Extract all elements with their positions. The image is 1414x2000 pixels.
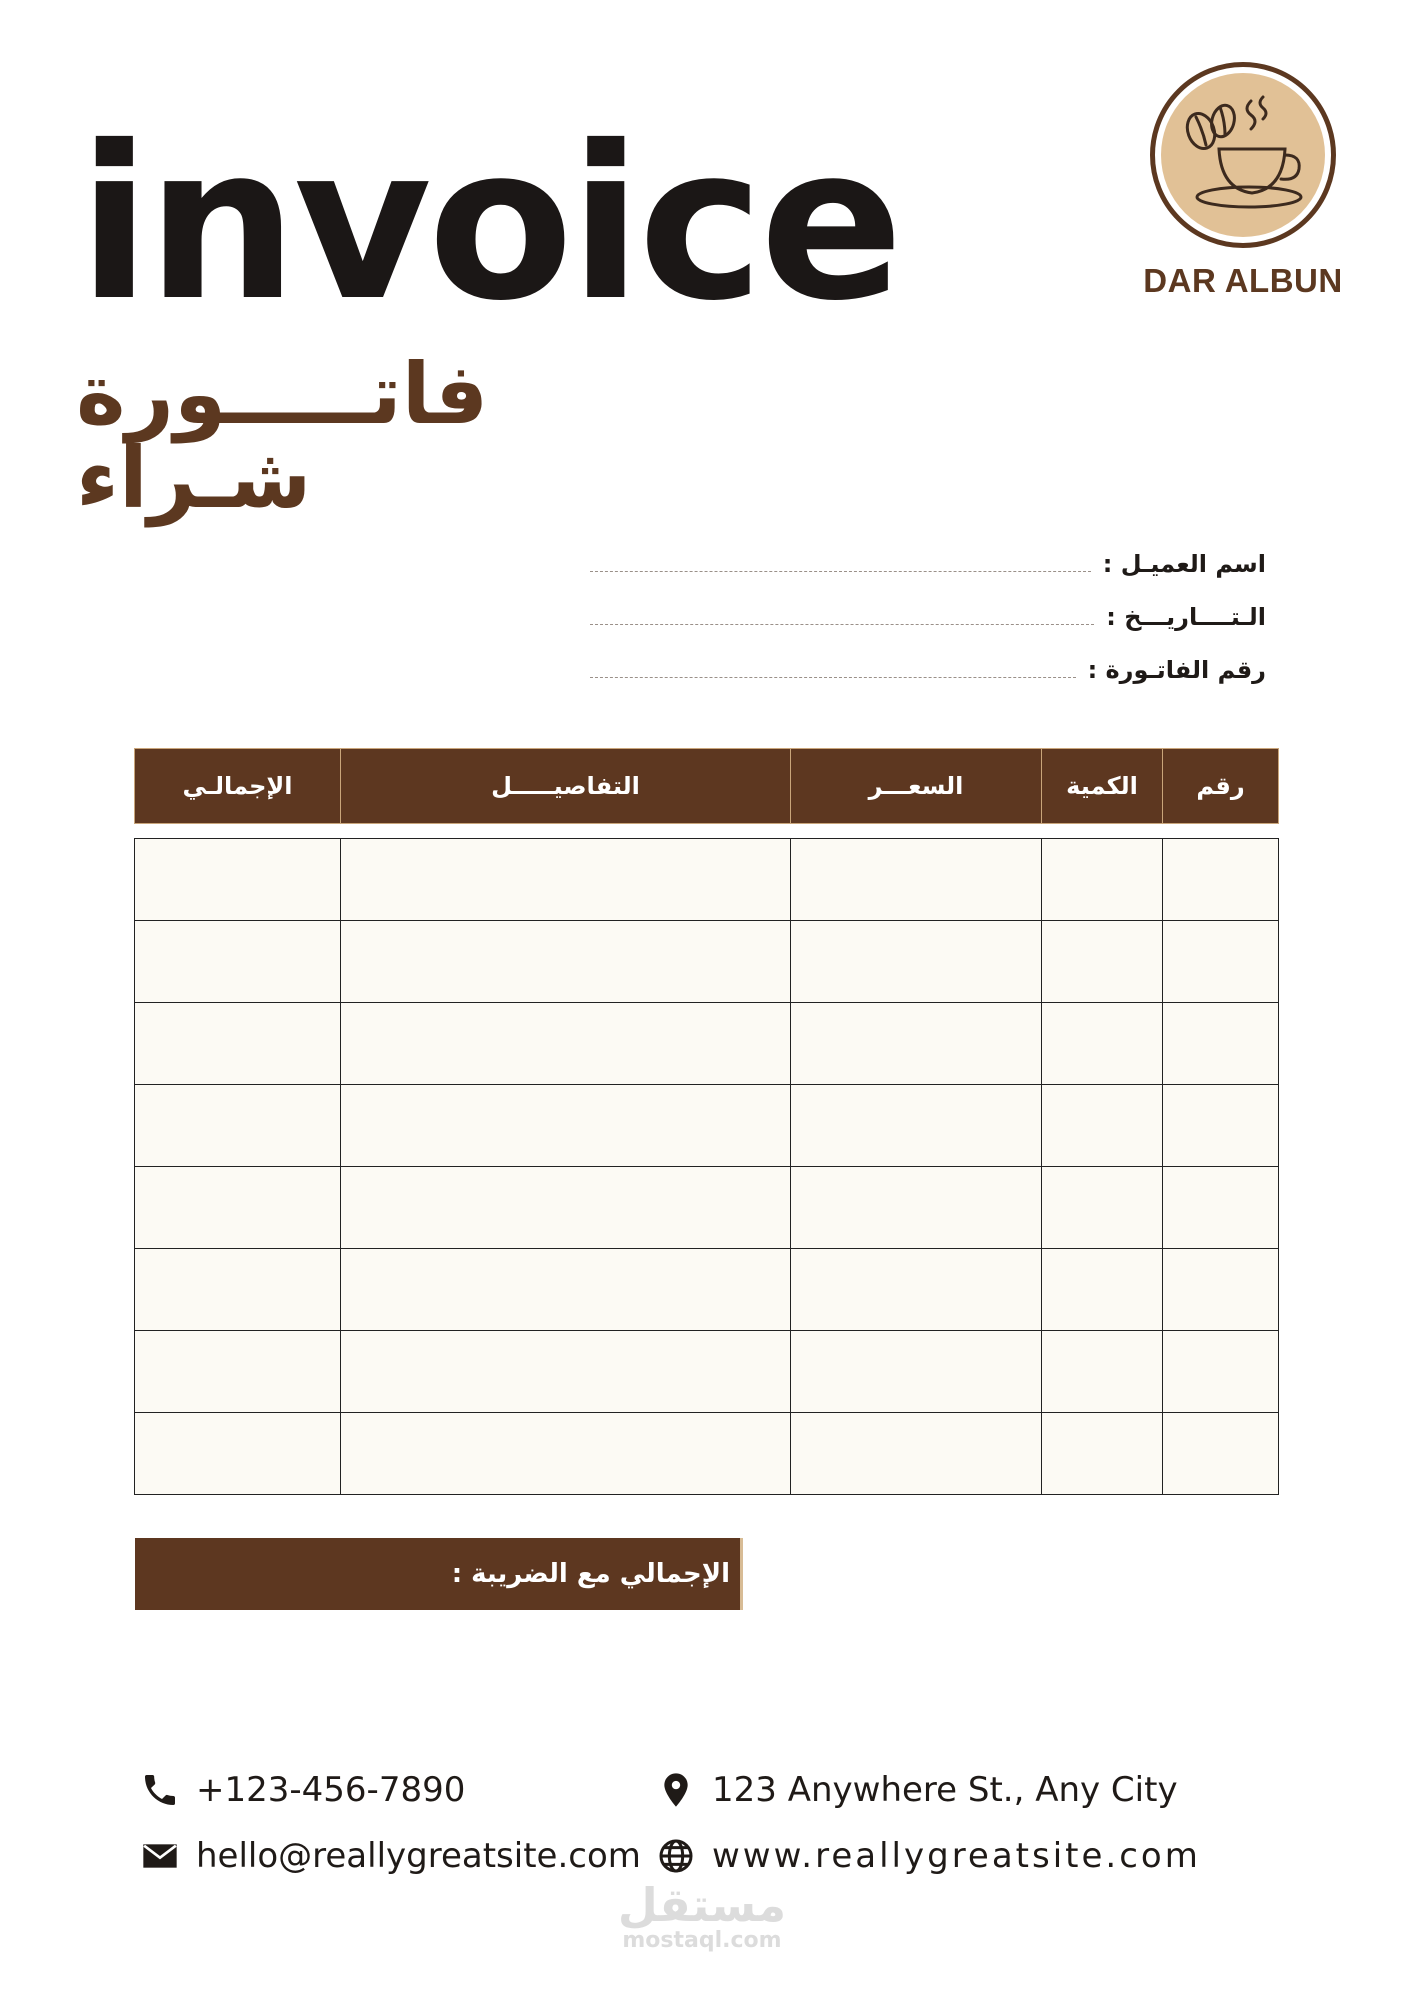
website-contact xyxy=(656,1836,1201,1876)
table-cell[interactable] xyxy=(1163,1331,1279,1413)
table-row xyxy=(135,839,1279,921)
table-cell[interactable] xyxy=(1163,839,1279,921)
email-contact xyxy=(140,1836,641,1876)
table-row xyxy=(135,1085,1279,1167)
invoice-subtitle-arabic: فاتـــــورة شـراء xyxy=(76,345,489,527)
table-cell[interactable] xyxy=(791,1413,1042,1495)
table-cell[interactable] xyxy=(341,1249,791,1331)
website-url[interactable]: www.reallygreatsite.com xyxy=(712,1836,1201,1876)
brand-name: DAR ALBUN xyxy=(1143,262,1343,299)
table-cell[interactable] xyxy=(135,1249,341,1331)
table-cell[interactable] xyxy=(791,921,1042,1003)
customer-name-field[interactable] xyxy=(590,542,1266,578)
table-header-row xyxy=(135,749,1279,824)
street-address: 123 Anywhere St., Any City xyxy=(712,1770,1178,1810)
phone-icon xyxy=(140,1770,180,1810)
header-price: السعـــر xyxy=(791,749,1042,824)
table-cell[interactable] xyxy=(135,1167,341,1249)
address-contact xyxy=(656,1770,1178,1810)
header-details: التفاصيـــــل xyxy=(341,749,791,824)
invoice-title: invoice xyxy=(78,100,900,347)
table-cell[interactable] xyxy=(341,1003,791,1085)
table-cell[interactable] xyxy=(341,1085,791,1167)
table-row xyxy=(135,1167,1279,1249)
date-line[interactable] xyxy=(590,624,1094,625)
table-cell[interactable] xyxy=(1163,921,1279,1003)
table-cell[interactable] xyxy=(791,1003,1042,1085)
table-cell[interactable] xyxy=(135,1085,341,1167)
date-label: الـتــــاريـــخ : xyxy=(1106,603,1266,631)
table-cell[interactable] xyxy=(135,839,341,921)
header-total: الإجمالـي xyxy=(135,749,341,824)
table-cell[interactable] xyxy=(135,1003,341,1085)
table-cell[interactable] xyxy=(135,1331,341,1413)
table-cell[interactable] xyxy=(341,921,791,1003)
table-cell[interactable] xyxy=(135,1413,341,1495)
table-cell[interactable] xyxy=(791,1167,1042,1249)
total-with-tax-bar xyxy=(135,1538,743,1610)
table-cell[interactable] xyxy=(1042,1249,1163,1331)
watermark-latin: mostaql.com xyxy=(622,1928,782,1953)
table-cell[interactable] xyxy=(341,1167,791,1249)
table-row xyxy=(135,1003,1279,1085)
customer-name-label: اسم العميـل : xyxy=(1102,550,1266,578)
header-quantity: الكمية xyxy=(1042,749,1163,824)
table-cell[interactable] xyxy=(1042,1167,1163,1249)
invoice-number-label: رقم الفاتـورة : xyxy=(1087,656,1266,684)
table-cell[interactable] xyxy=(1163,1413,1279,1495)
location-pin-icon xyxy=(656,1770,696,1810)
globe-icon xyxy=(656,1836,696,1876)
table-cell[interactable] xyxy=(135,921,341,1003)
items-table xyxy=(134,748,1279,1495)
table-cell[interactable] xyxy=(1042,1003,1163,1085)
table-cell[interactable] xyxy=(341,1331,791,1413)
table-cell[interactable] xyxy=(791,1085,1042,1167)
header-number: رقم xyxy=(1163,749,1279,824)
table-cell[interactable] xyxy=(1042,1085,1163,1167)
table-cell[interactable] xyxy=(791,1331,1042,1413)
table-cell[interactable] xyxy=(791,839,1042,921)
phone-number[interactable]: +123-456-7890 xyxy=(196,1770,466,1810)
table-row xyxy=(135,1331,1279,1413)
table-cell[interactable] xyxy=(1163,1085,1279,1167)
table-cell[interactable] xyxy=(1042,921,1163,1003)
table-row xyxy=(135,1413,1279,1495)
mostaql-watermark xyxy=(612,1878,792,1953)
table-cell[interactable] xyxy=(791,1249,1042,1331)
table-row xyxy=(135,1249,1279,1331)
phone-contact xyxy=(140,1770,465,1810)
date-field[interactable] xyxy=(590,595,1266,631)
table-cell[interactable] xyxy=(1163,1003,1279,1085)
table-cell[interactable] xyxy=(1042,1331,1163,1413)
total-with-tax-label: الإجمالي مع الضريبة : xyxy=(451,1559,730,1589)
logo-circle xyxy=(1150,62,1336,248)
invoice-number-line[interactable] xyxy=(590,677,1076,678)
table-cell[interactable] xyxy=(1163,1167,1279,1249)
email-address[interactable]: hello@reallygreatsite.com xyxy=(196,1836,641,1876)
customer-name-line[interactable] xyxy=(590,571,1091,572)
table-row xyxy=(135,921,1279,1003)
table-cell[interactable] xyxy=(341,1413,791,1495)
table-cell[interactable] xyxy=(1042,839,1163,921)
invoice-number-field[interactable] xyxy=(590,648,1266,684)
table-cell[interactable] xyxy=(341,839,791,921)
coffee-cup-icon xyxy=(1179,93,1307,217)
table-cell[interactable] xyxy=(1163,1249,1279,1331)
watermark-arabic: مستقل xyxy=(617,1878,787,1932)
table-cell[interactable] xyxy=(1042,1413,1163,1495)
envelope-icon xyxy=(140,1836,180,1876)
